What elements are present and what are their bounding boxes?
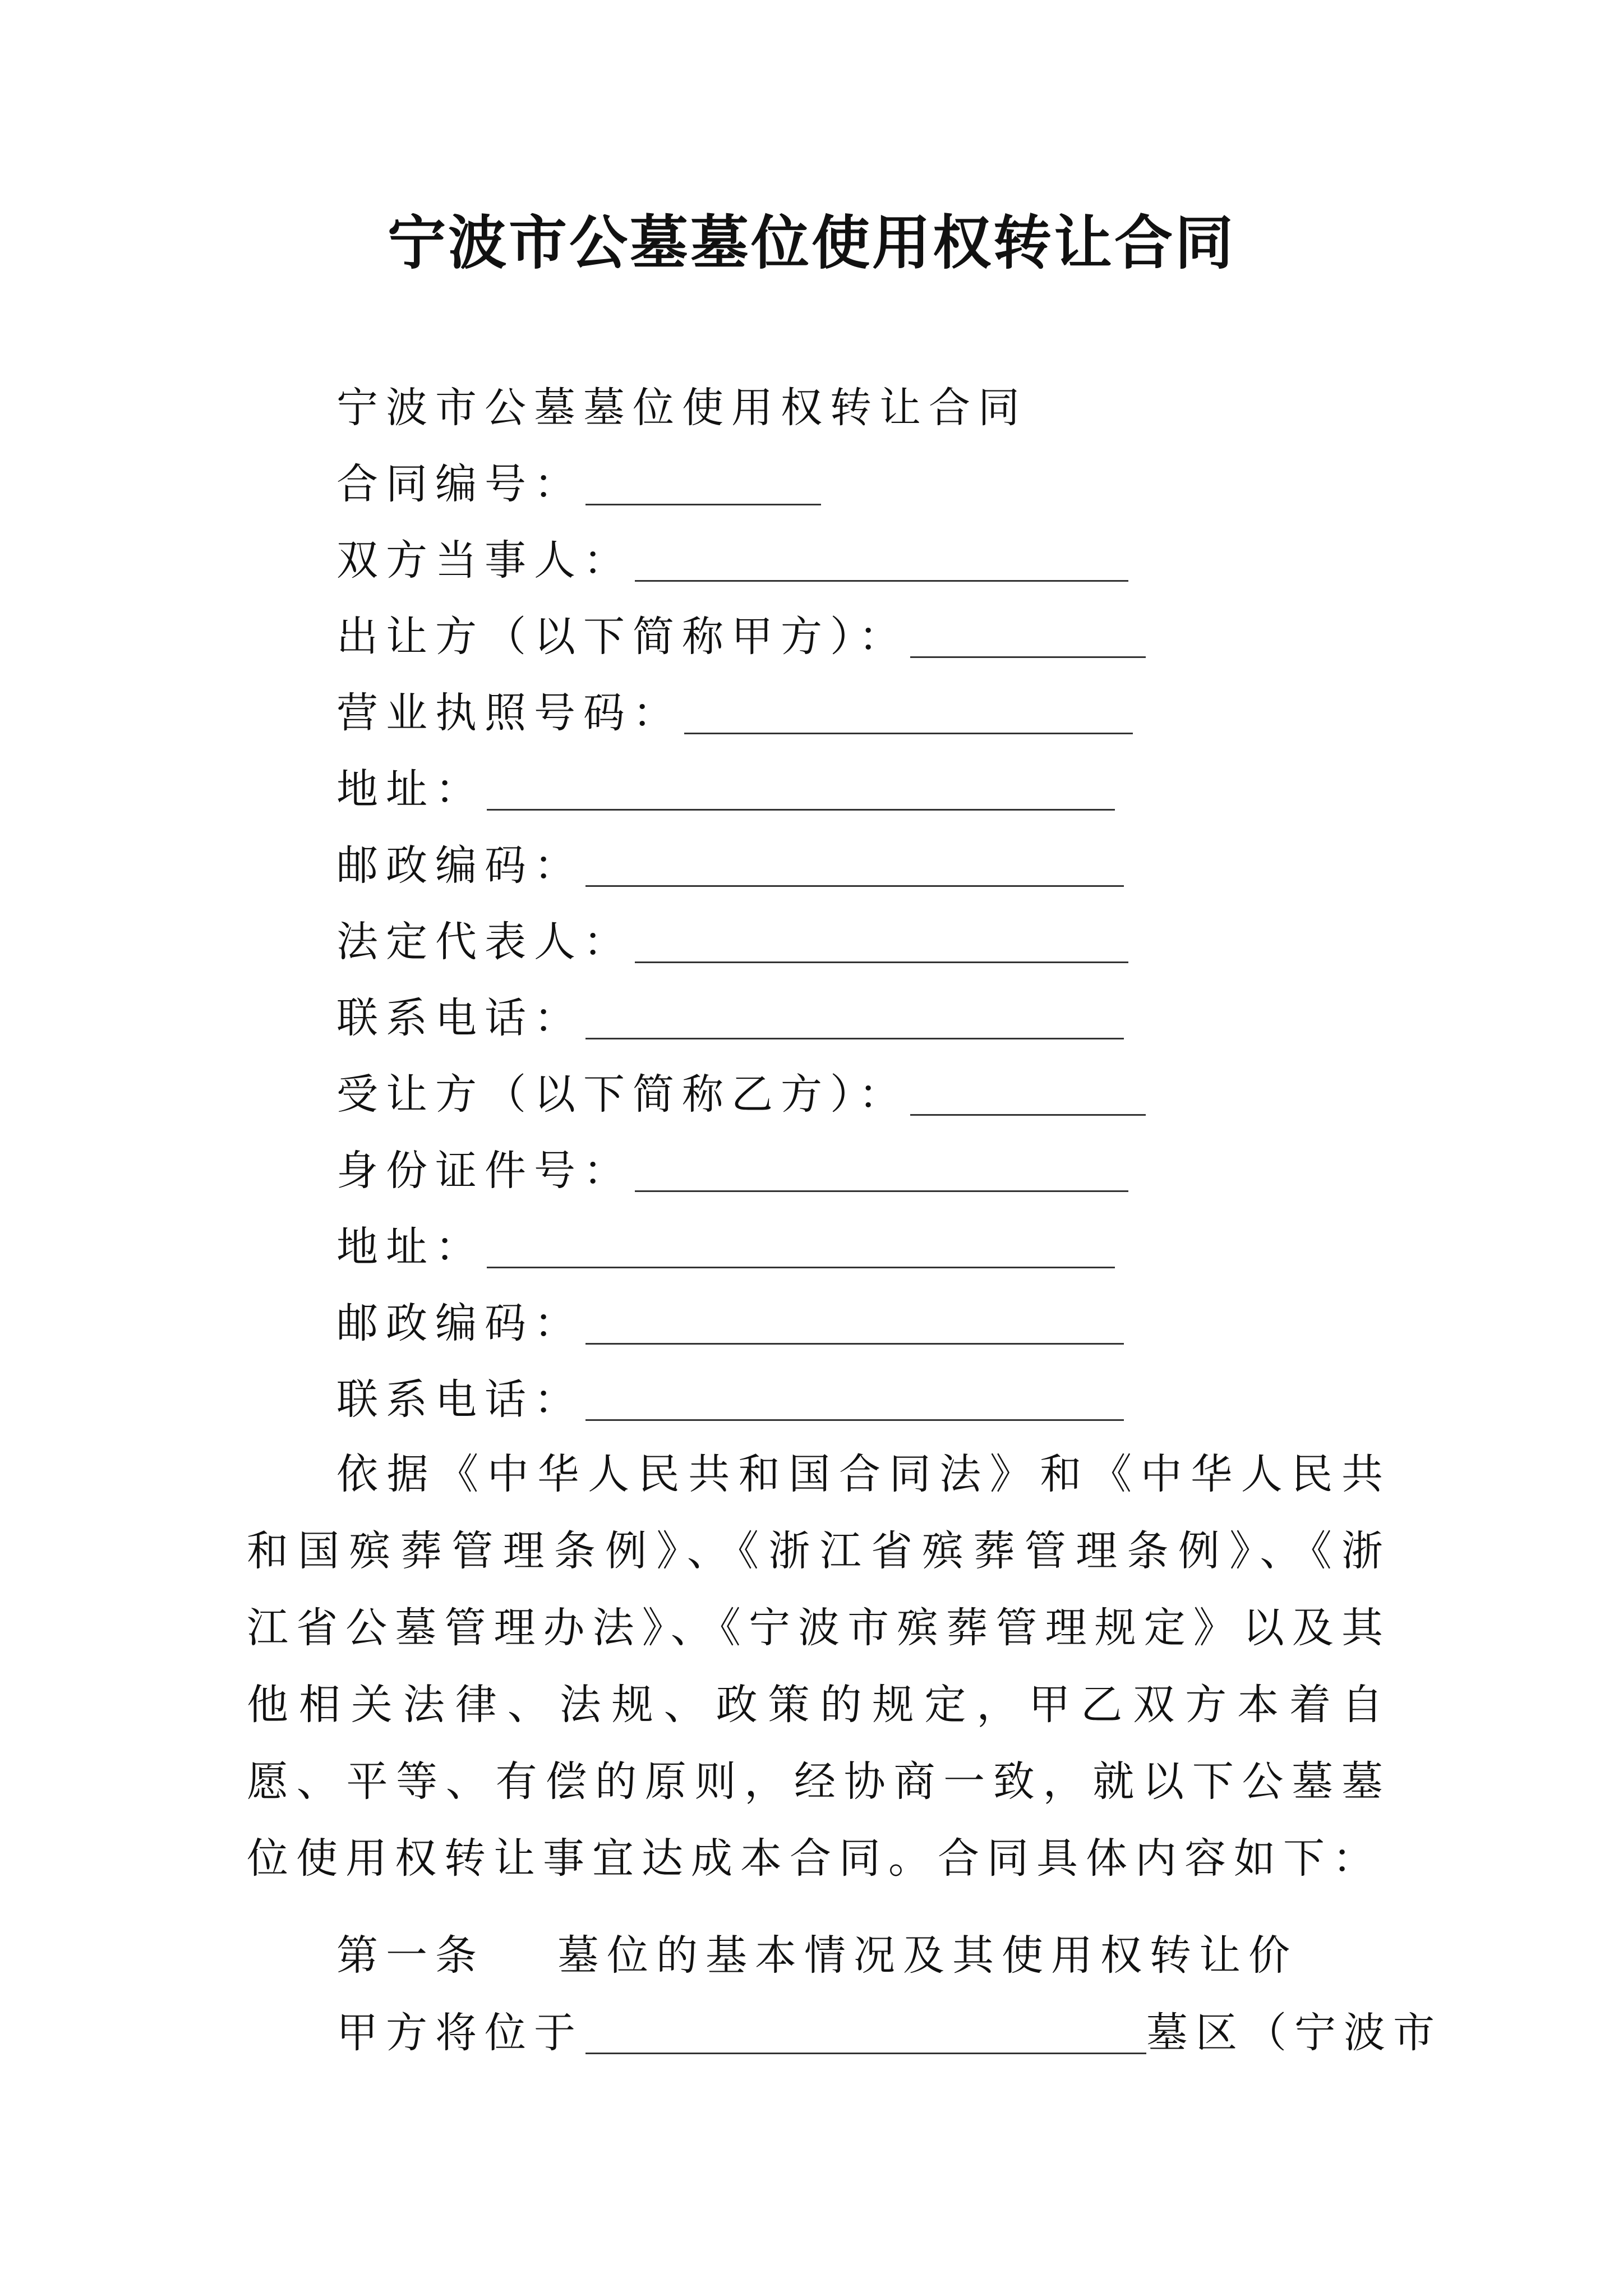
field-label: 邮政编码： <box>336 841 583 890</box>
field-label: 营业执照号码： <box>336 689 682 737</box>
party-a-postcode-blank <box>585 852 1124 887</box>
article-body-line <box>336 2002 1442 2064</box>
field-id-number <box>336 1140 1128 1202</box>
article-number: 第一条 <box>336 1931 485 1980</box>
preamble-paragraph: 依据《中华人民共和国合同法》和《中华人民共和国殡葬管理条例》、《浙江省殡葬管理条例》、《浙江省公墓管理办法》、《宁波市殡葬管理规定》以及其他相关法律、法规、政策的规定，甲乙双方本着自愿、平等、有偿的原则，经协商一致，就以下公墓墓位使用权转让事宜达成本合同。合同具体内容如下： <box>247 1450 1391 1883</box>
field-parties <box>336 530 1128 591</box>
page-title: 宁波市公墓墓位使用权转让合同 <box>387 208 1235 277</box>
field-legal-representative <box>336 911 1128 973</box>
field-party-a-address <box>336 758 1115 820</box>
field-label: 邮政编码： <box>336 1299 583 1347</box>
party-a-address-blank <box>487 775 1115 811</box>
field-label: 身份证件号： <box>336 1147 633 1195</box>
field-label: 联系电话： <box>336 1375 583 1424</box>
field-party-a-phone <box>336 987 1124 1049</box>
field-contract-number <box>336 453 821 515</box>
field-label: 法定代表人： <box>336 918 633 966</box>
party-b-postcode-blank <box>585 1309 1124 1345</box>
party-a-phone-blank <box>585 1004 1124 1039</box>
party-b-phone-blank <box>585 1386 1124 1421</box>
field-party-a-postcode <box>336 835 1124 896</box>
article-text-suffix: 墓区（宁波市 <box>1146 2009 1442 2057</box>
business-license-blank <box>684 699 1133 734</box>
field-party-b <box>336 1064 1146 1125</box>
field-business-license <box>336 682 1133 744</box>
field-label: 地址： <box>336 1223 485 1271</box>
contract-number-blank <box>585 470 821 505</box>
cemetery-location-blank <box>585 2019 1146 2054</box>
field-label: 受让方（以下简称乙方）： <box>336 1070 908 1119</box>
field-label: 出让方（以下简称甲方）： <box>336 613 908 661</box>
field-party-b-phone <box>336 1369 1124 1430</box>
field-party-b-address <box>336 1216 1115 1278</box>
field-party-b-postcode <box>336 1292 1124 1354</box>
article-title: 墓位的基本情况及其使用权转让价 <box>557 1931 1298 1980</box>
party-b-blank <box>910 1080 1146 1116</box>
party-b-address-blank <box>487 1233 1115 1268</box>
field-label: 地址： <box>336 765 485 813</box>
article-text-prefix: 甲方将位于 <box>336 2009 583 2057</box>
field-label: 合同编号： <box>336 460 583 508</box>
field-party-a <box>336 606 1146 668</box>
document-subtitle <box>336 377 1027 439</box>
legal-representative-blank <box>635 928 1128 963</box>
field-label: 联系电话： <box>336 994 583 1042</box>
id-number-blank <box>635 1157 1128 1192</box>
party-a-blank <box>910 623 1146 658</box>
article-heading <box>336 1925 1298 1986</box>
parties-blank <box>635 546 1128 582</box>
field-label: 双方当事人： <box>336 536 633 585</box>
subtitle-text: 宁波市公墓墓位使用权转让合同 <box>336 384 1027 432</box>
